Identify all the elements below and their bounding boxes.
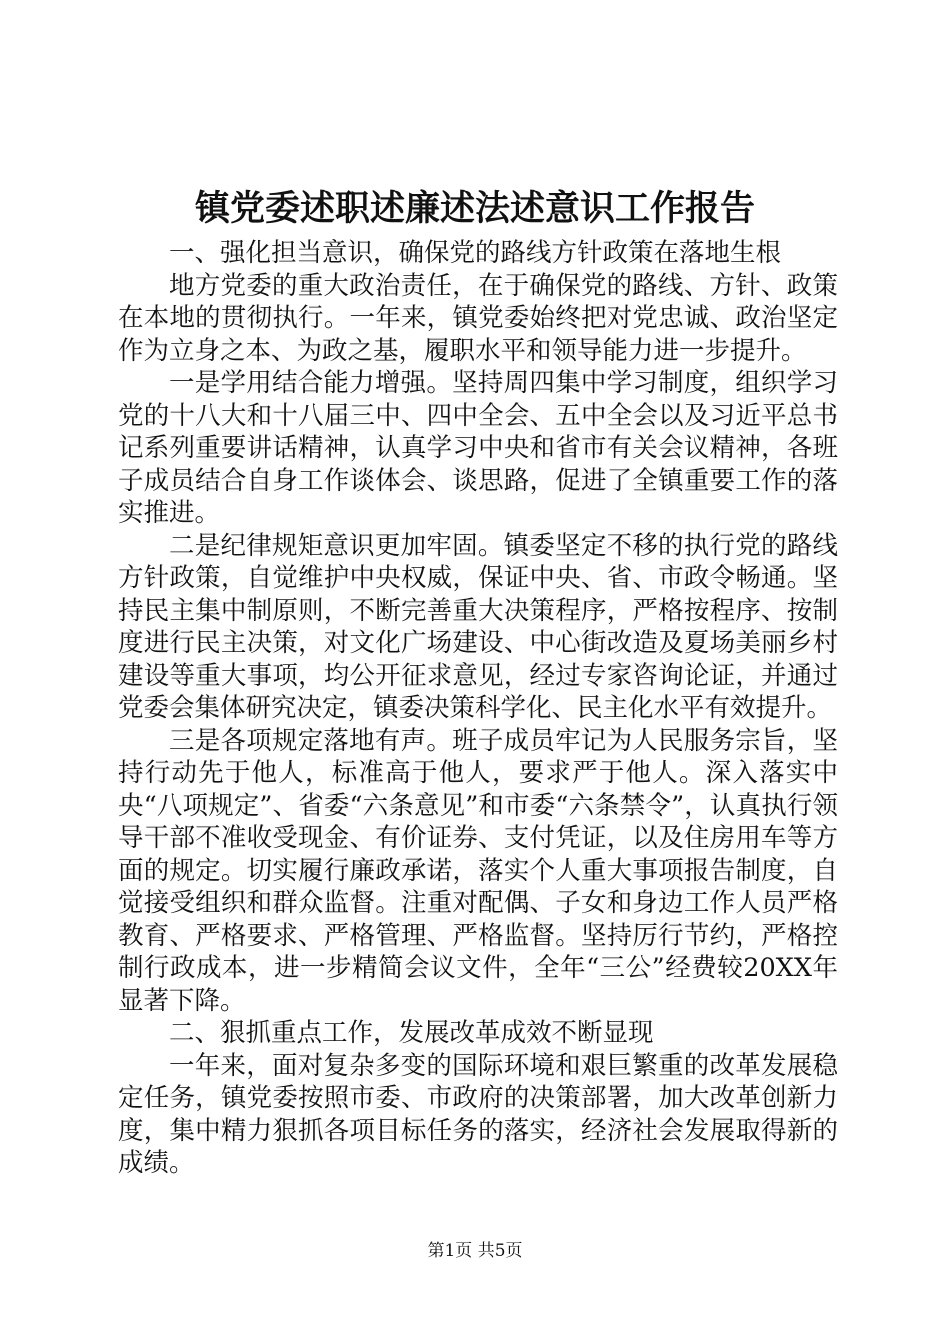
body-paragraph: 地方党委的重大政治责任，在于确保党的路线、方针、政策在本地的贯彻执行。一年来，镇党委始终把对党忠诚、政治坚定作为立身之本、为政之基，履职水平和领导能力进一步提升。	[118, 270, 838, 366]
body-paragraph: 一是学用结合能力增强。坚持周四集中学习制度，组织学习党的十八大和十八届三中、四中全会、五中全会以及习近平总书记系列重要讲话精神，认真学习中央和省市有关会议精神，各班子成员结合自身工作谈体会、谈思路，促进了全镇重要工作的落实推进。	[118, 368, 838, 528]
section-heading-1: 一、强化担当意识，确保党的路线方针政策在落地生根	[169, 238, 782, 268]
page-number-footer: 第1页 共5页	[427, 1241, 523, 1261]
document-body	[118, 237, 838, 1180]
section-heading-2: 二、狠抓重点工作，发展改革成效不断显现	[169, 1018, 654, 1048]
body-paragraph: 二是纪律规矩意识更加牢固。镇委坚定不移的执行党的路线方针政策，自觉维护中央权威，保证中央、省、市政令畅通。坚持民主集中制原则，不断完善重大决策程序，严格按程序、按制度进行民主决策，对文化广场建设、中心街改造及夏场美丽乡村建设等重大事项，均公开征求意见，经过专家咨询论证，并通过党委会集体研究决定，镇委决策科学化、民主化水平有效提升。	[118, 530, 838, 723]
body-paragraph: 一年来，面对复杂多变的国际环境和艰巨繁重的改革发展稳定任务，镇党委按照市委、市政府的决策部署，加大改革创新力度，集中精力狠抓各项目标任务的落实，经济社会发展取得新的成绩。	[118, 1050, 838, 1178]
document-title: 镇党委述职述廉述法述意识工作报告	[194, 188, 755, 229]
body-paragraph: 三是各项规定落地有声。班子成员牢记为人民服务宗旨，坚持行动先于他人，标准高于他人，要求严于他人。深入落实中央“八项规定”、省委“六条意见”和市委“六条禁令”，认真执行领导干部不准收受现金、有价证券、支付凭证，以及住房用车等方面的规定。切实履行廉政承诺，落实个人重大事项报告制度，自觉接受组织和群众监督。注重对配偶、子女和身边工作人员严格教育、严格要求、严格管理、严格监督。坚持厉行节约，严格控制行政成本，进一步精简会议文件，全年“三公”经费较20XX年显著下降。	[118, 725, 838, 1016]
